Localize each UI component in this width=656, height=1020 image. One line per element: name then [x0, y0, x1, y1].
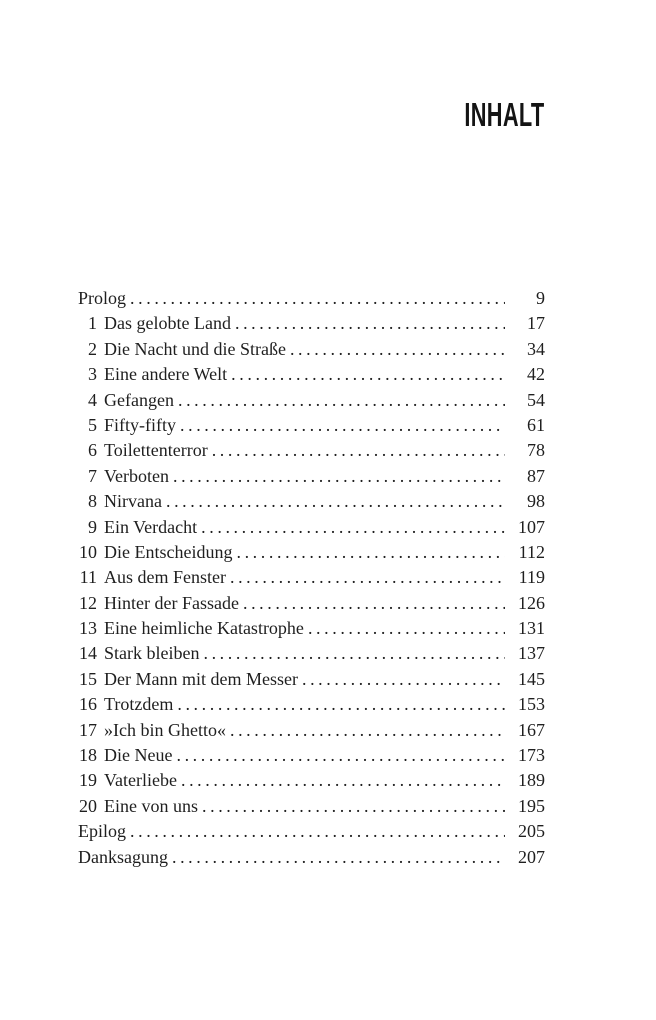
toc-entry-number: 11 — [79, 567, 97, 588]
toc-entry — [78, 337, 545, 362]
toc-entry-title: Prolog — [78, 288, 127, 308]
toc-dot-leader-icon — [172, 845, 505, 870]
toc-entry — [78, 768, 545, 793]
toc-entry-number: 12 — [79, 592, 97, 613]
toc-dot-leader-icon — [177, 692, 505, 717]
toc-dot-leader-icon — [176, 743, 505, 768]
toc-entry-page: 189 — [518, 770, 545, 791]
toc-entry — [78, 489, 545, 514]
page-title: INHALT — [464, 96, 545, 133]
toc-entry-number: 8 — [88, 491, 97, 512]
toc-entry-page: 34 — [527, 338, 545, 359]
toc-entry-number: 15 — [79, 668, 97, 689]
toc-entry-title: Verboten — [104, 465, 169, 486]
toc-entry-page: 87 — [527, 465, 545, 486]
toc-entry-page: 195 — [518, 795, 545, 816]
toc-entry-title: Die Entscheidung — [104, 541, 233, 562]
toc-dot-leader-icon — [212, 438, 505, 463]
toc-entry-title: Eine von uns — [104, 795, 198, 816]
toc-entry — [78, 718, 545, 743]
toc-entry-page: 54 — [527, 389, 545, 410]
toc-dot-leader-icon — [178, 388, 505, 413]
toc-entry-page: 61 — [527, 414, 545, 435]
toc-dot-leader-icon — [166, 489, 505, 514]
toc-dot-leader-icon — [230, 718, 505, 743]
toc-entry-page: 145 — [518, 668, 545, 689]
toc-entry — [78, 845, 545, 870]
toc-entry-number: 2 — [88, 338, 97, 359]
toc-entry-number: 17 — [79, 719, 97, 740]
toc-entry — [78, 743, 545, 768]
toc-dot-leader-icon — [230, 565, 505, 590]
toc-entry-number: 14 — [79, 643, 97, 664]
toc-entry — [78, 464, 545, 489]
toc-entry-title: Danksagung — [78, 846, 168, 867]
toc-entry-number: 20 — [79, 795, 97, 816]
toc-entry-page: 126 — [518, 592, 545, 613]
toc-entry-page: 153 — [518, 694, 545, 715]
toc-dot-leader-icon — [302, 667, 505, 692]
toc-entry — [78, 413, 545, 438]
toc-entry-page: 107 — [518, 516, 545, 537]
toc-entry-title: Vaterliebe — [104, 770, 177, 791]
toc-entry-title: Nirvana — [104, 491, 162, 512]
toc-entry-page: 167 — [518, 719, 545, 740]
toc-entry — [78, 794, 545, 819]
toc-entry-number: 19 — [79, 770, 97, 791]
toc-dot-leader-icon — [202, 794, 505, 819]
table-of-contents — [78, 286, 545, 870]
toc-entry-page: 78 — [527, 440, 545, 461]
toc-entry-number: 3 — [88, 364, 97, 385]
toc-entry-title: Die Nacht und die Straße — [104, 338, 286, 359]
toc-dot-leader-icon — [203, 641, 505, 666]
toc-entry — [78, 667, 545, 692]
toc-entry-title: Trotzdem — [104, 694, 174, 715]
toc-dot-leader-icon — [235, 311, 505, 336]
toc-entry-title: Der Mann mit dem Messer — [104, 668, 298, 689]
toc-entry-title: Gefangen — [104, 389, 174, 410]
toc-entry — [78, 616, 545, 641]
toc-entry-page: 131 — [518, 618, 545, 639]
toc-entry-title: Epilog — [78, 821, 126, 842]
toc-entry-page: 42 — [527, 364, 545, 385]
toc-entry-number: 13 — [79, 618, 97, 639]
toc-entry — [78, 540, 545, 565]
toc-entry-title: Eine heimliche Katastrophe — [104, 618, 304, 639]
toc-entry — [78, 565, 545, 590]
toc-entry-page: 205 — [518, 821, 545, 842]
toc-entry — [78, 641, 545, 666]
toc-entry — [78, 362, 545, 387]
toc-entry-page: 17 — [527, 313, 545, 334]
toc-entry — [78, 515, 545, 540]
toc-dot-leader-icon — [290, 337, 505, 362]
toc-entry — [78, 286, 545, 311]
toc-entry-title: Das gelobte Land — [104, 313, 231, 334]
toc-dot-leader-icon — [201, 515, 505, 540]
toc-entry — [78, 388, 545, 413]
toc-entry-title: Stark bleiben — [104, 643, 200, 664]
toc-dot-leader-icon — [173, 464, 505, 489]
toc-entry-page: 207 — [518, 846, 545, 867]
toc-entry-number: 18 — [79, 745, 97, 766]
toc-entry-page: 173 — [518, 745, 545, 766]
toc-entry-page: 98 — [527, 491, 545, 512]
toc-entry — [78, 819, 545, 844]
toc-entry — [78, 438, 545, 463]
toc-dot-leader-icon — [308, 616, 505, 641]
toc-entry-title: Fifty-fifty — [104, 414, 176, 435]
toc-dot-leader-icon — [180, 413, 505, 438]
toc-entry — [78, 311, 545, 336]
toc-entry — [78, 591, 545, 616]
toc-entry-title: »Ich bin Ghetto« — [104, 719, 226, 740]
toc-entry-number: 4 — [88, 389, 97, 410]
toc-entry-title: Hinter der Fassade — [104, 592, 239, 613]
toc-dot-leader-icon — [243, 591, 505, 616]
toc-entry-page: 137 — [518, 643, 545, 664]
toc-entry-number: 1 — [88, 313, 97, 334]
toc-entry-page: 119 — [518, 567, 545, 588]
toc-entry-title: Ein Verdacht — [104, 516, 198, 537]
toc-entry-number: 6 — [88, 440, 97, 461]
toc-entry-page: 112 — [518, 541, 545, 562]
toc-entry-number: 16 — [79, 694, 97, 715]
toc-dot-leader-icon — [236, 540, 505, 565]
toc-entry-page: 9 — [536, 288, 545, 308]
toc-entry-number: 9 — [88, 516, 97, 537]
toc-entry-number: 10 — [79, 541, 97, 562]
toc-dot-leader-icon — [231, 362, 505, 387]
toc-dot-leader-icon — [130, 819, 505, 844]
toc-entry-number: 5 — [88, 414, 97, 435]
toc-dot-leader-icon — [181, 768, 505, 793]
toc-entry-title: Die Neue — [104, 745, 173, 766]
toc-entry-number: 7 — [88, 465, 97, 486]
toc-entry-title: Toilettenterror — [104, 440, 208, 461]
toc-entry-title: Eine andere Welt — [104, 364, 228, 385]
toc-dot-leader-icon — [130, 286, 505, 311]
toc-entry — [78, 692, 545, 717]
toc-entry-title: Aus dem Fenster — [104, 567, 226, 588]
